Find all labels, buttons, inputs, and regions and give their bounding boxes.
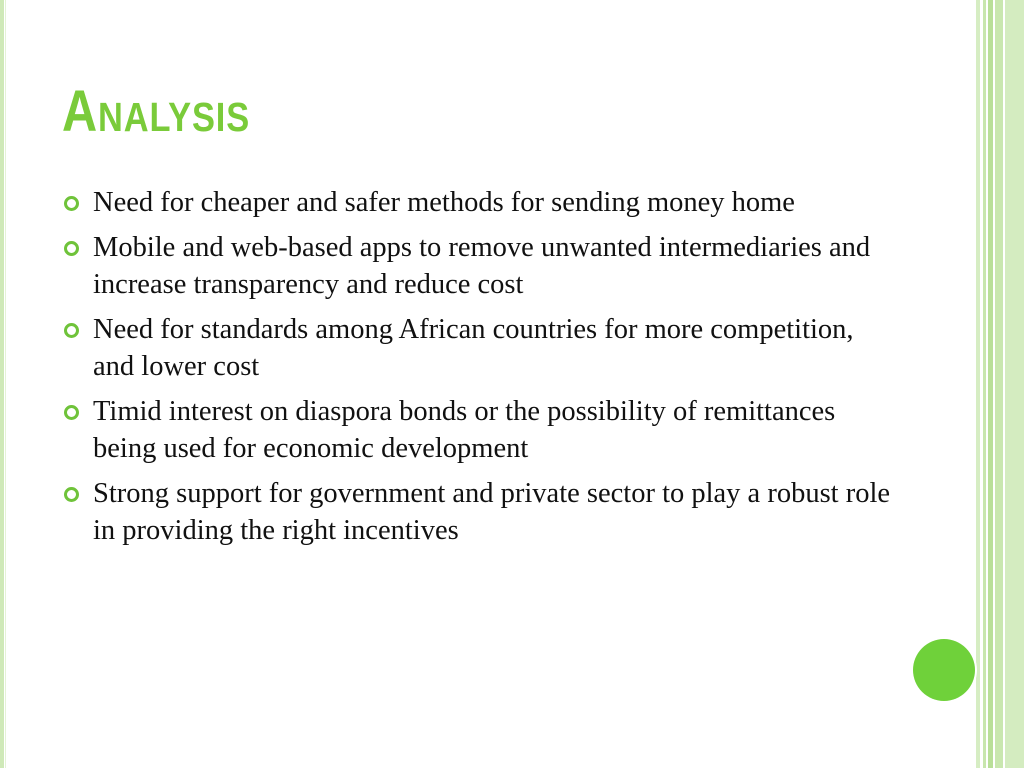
slide-title: Analysis xyxy=(62,79,251,144)
bullet-item xyxy=(62,184,892,221)
right-border-stripe xyxy=(1005,0,1024,768)
right-border-stripe xyxy=(988,0,993,768)
left-border-stripe-inner xyxy=(5,0,6,768)
bullet-item xyxy=(62,475,892,549)
right-border-stripe xyxy=(995,0,1003,768)
green-circle-icon xyxy=(913,639,975,701)
right-border-stripe xyxy=(976,0,980,768)
bullet-list xyxy=(62,184,892,557)
bullet-item xyxy=(62,311,892,385)
right-border-stripe xyxy=(983,0,986,768)
ring-bullet-icon xyxy=(64,487,79,502)
bullet-text: Timid interest on diaspora bonds or the possibility of remittances being used for economic development xyxy=(93,396,836,464)
ring-bullet-icon xyxy=(64,196,79,211)
bullet-text: Need for standards among African countries for more competition, and lower cost xyxy=(93,314,854,382)
bullet-text: Strong support for government and private sector to play a robust role in providing the right incentives xyxy=(93,478,891,546)
bullet-item xyxy=(62,393,892,467)
ring-bullet-icon xyxy=(64,323,79,338)
bullet-text: Need for cheaper and safer methods for sending money home xyxy=(93,187,795,218)
bullet-item xyxy=(62,229,892,303)
ring-bullet-icon xyxy=(64,405,79,420)
left-border-stripe xyxy=(0,0,4,768)
ring-bullet-icon xyxy=(64,241,79,256)
bullet-text: Mobile and web-based apps to remove unwanted intermediaries and increase transparency and reduce cost xyxy=(93,232,871,300)
